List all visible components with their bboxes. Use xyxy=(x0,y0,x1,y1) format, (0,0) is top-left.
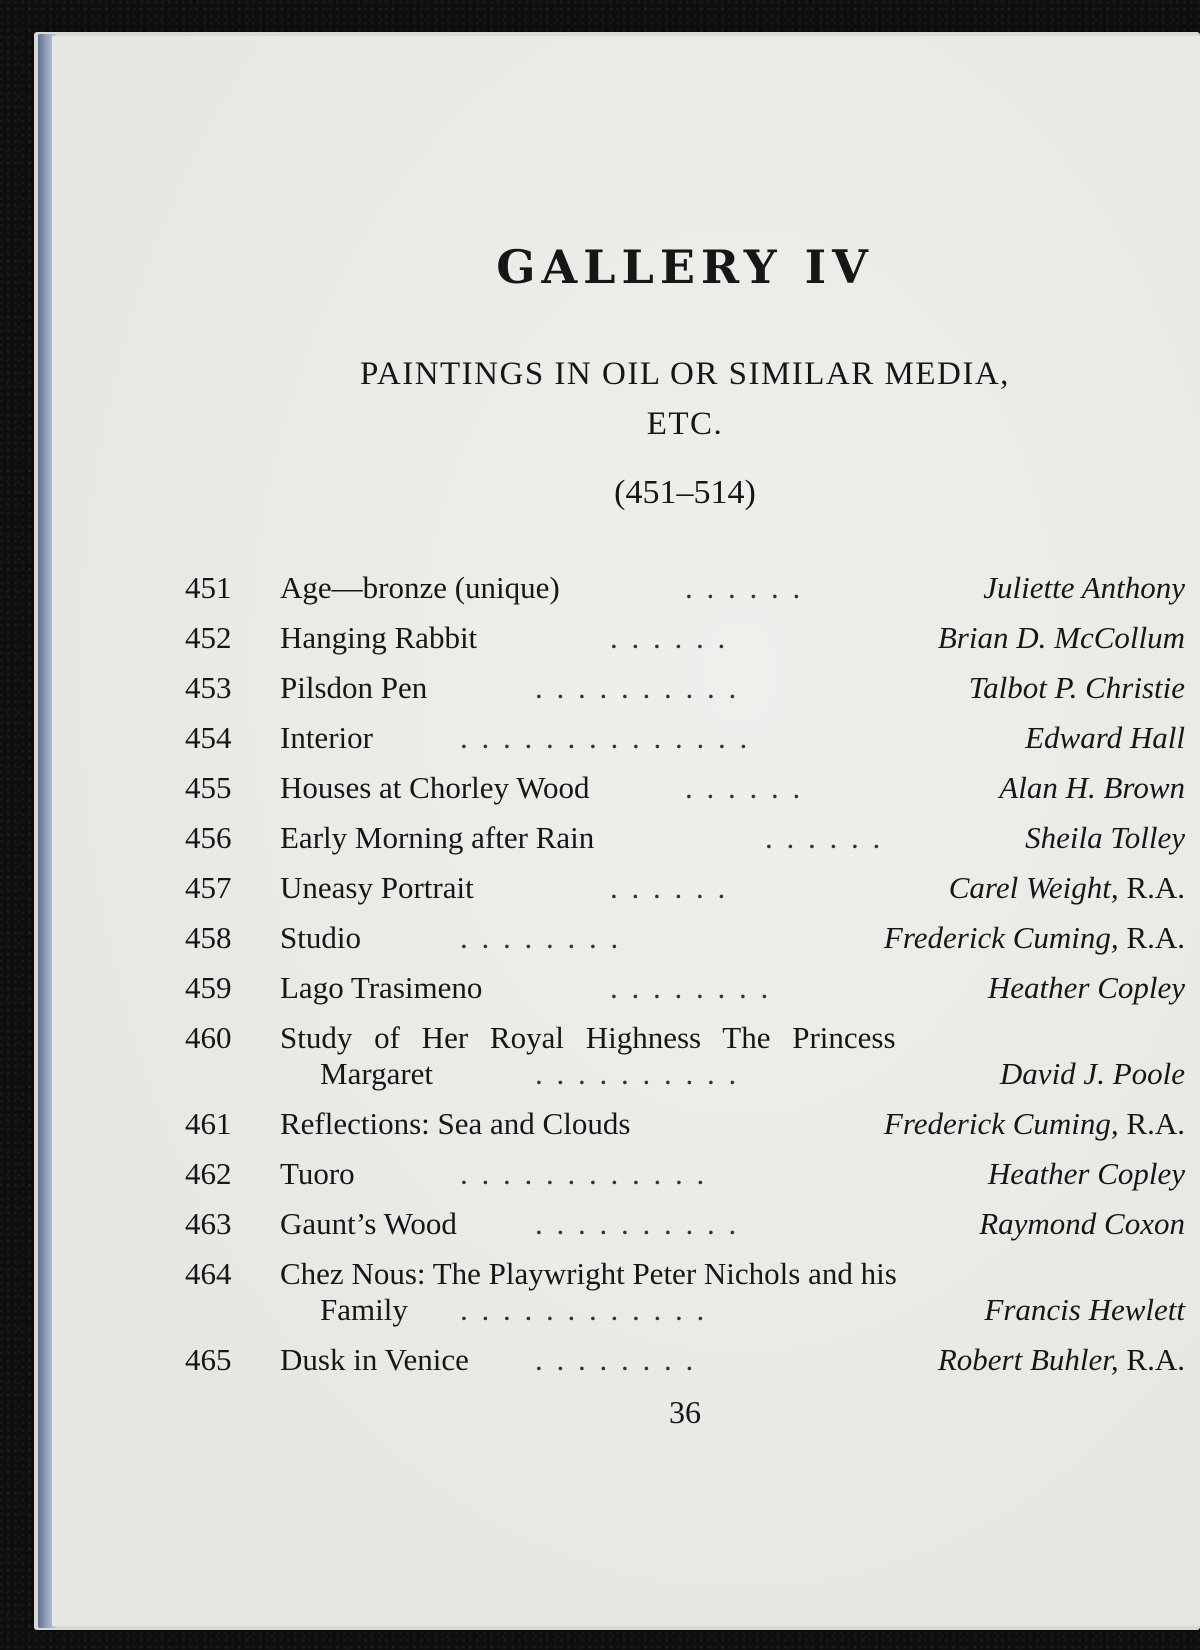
catalogue-range: (451–514) xyxy=(614,474,756,511)
entry-artist: Raymond Coxon xyxy=(979,1206,1185,1241)
entry-artist: Talbot P. Christie xyxy=(968,670,1185,705)
entry-number: 455 xyxy=(185,770,232,805)
entry-artist: David J. Poole xyxy=(999,1056,1185,1091)
section-subtitle-line1: PAINTINGS IN OIL OR SIMILAR MEDIA, xyxy=(360,356,1010,392)
section-subtitle-line2: ETC. xyxy=(646,406,724,442)
entry-artist: Brian D. McCollum xyxy=(937,620,1185,655)
catalogue-entry xyxy=(0,920,1200,970)
entry-number: 453 xyxy=(185,670,232,705)
entry-title: Dusk in Venice xyxy=(280,1342,469,1377)
entry-title: Pilsdon Pen xyxy=(280,670,428,705)
entry-title: Age—bronze (unique) xyxy=(280,570,560,605)
catalogue-entry xyxy=(0,820,1200,870)
entry-title: Hanging Rabbit xyxy=(280,620,478,655)
leader-dots: . . . . . . . . . . xyxy=(535,1056,740,1091)
entry-title-continued: Margaret xyxy=(320,1056,434,1091)
catalogue-entry xyxy=(0,1106,1200,1156)
entry-title: Gaunt’s Wood xyxy=(280,1206,457,1241)
entry-title: Studio xyxy=(280,920,361,955)
catalogue-entry xyxy=(0,720,1200,770)
catalogue-entry xyxy=(0,1256,1200,1342)
catalogue-entry xyxy=(0,570,1200,620)
entry-title: Reflections: Sea and Clouds xyxy=(280,1106,631,1141)
leader-dots: . . . . . . xyxy=(610,620,729,655)
gallery-title: GALLERY IV xyxy=(496,240,874,294)
entry-number: 454 xyxy=(185,720,232,755)
catalogue-entry xyxy=(0,1206,1200,1256)
catalogue-entry xyxy=(0,870,1200,920)
entry-number: 457 xyxy=(185,870,232,905)
leader-dots: . . . . . . . . xyxy=(610,970,772,1005)
catalogue-entry xyxy=(0,1020,1200,1106)
entry-title: Tuoro xyxy=(280,1156,355,1191)
entry-artist: Alan H. Brown xyxy=(999,770,1185,805)
entry-title: Chez Nous: The Playwright Peter Nichols and his xyxy=(280,1256,897,1291)
entry-number: 451 xyxy=(185,570,232,605)
catalogue-entry xyxy=(0,670,1200,720)
leader-dots: . . . . . . . . . . . . xyxy=(460,1292,708,1327)
leader-dots: . . . . . . xyxy=(685,570,804,605)
leader-dots: . . . . . . . . . . . . xyxy=(460,1156,708,1191)
catalogue-entry xyxy=(0,970,1200,1020)
leader-dots: . . . . . . xyxy=(685,770,804,805)
leader-dots: . . . . . . . . . . xyxy=(535,1206,740,1241)
entry-artist: Frederick Cuming, R.A. xyxy=(883,920,1185,955)
entry-title: Lago Trasimeno xyxy=(280,970,483,1005)
entry-title: Houses at Chorley Wood xyxy=(280,770,590,805)
catalogue-entry xyxy=(0,1342,1200,1392)
entry-artist: Carel Weight, R.A. xyxy=(948,870,1185,905)
leader-dots: . . . . . . . . xyxy=(535,1342,697,1377)
entry-number: 465 xyxy=(185,1342,232,1377)
entry-artist: Robert Buhler, R.A. xyxy=(937,1342,1185,1377)
catalogue-entry xyxy=(0,620,1200,670)
entry-title: Early Morning after Rain xyxy=(280,820,595,855)
entry-number: 458 xyxy=(185,920,232,955)
leader-dots: . . . . . . . . . . . . . . xyxy=(460,720,751,755)
entry-artist: Juliette Anthony xyxy=(983,570,1185,605)
leader-dots: . . . . . . . . xyxy=(460,920,622,955)
entry-artist: Heather Copley xyxy=(987,1156,1185,1191)
entry-number: 459 xyxy=(185,970,232,1005)
entry-artist: Edward Hall xyxy=(1025,720,1185,755)
entry-title-continued: Family xyxy=(320,1292,408,1327)
entry-title: Interior xyxy=(280,720,373,755)
entry-artist: Francis Hewlett xyxy=(984,1292,1185,1327)
entry-number: 452 xyxy=(185,620,232,655)
page-number: 36 xyxy=(669,1394,701,1430)
leader-dots: . . . . . . . . . . xyxy=(535,670,740,705)
entry-number: 462 xyxy=(185,1156,232,1191)
entry-number: 456 xyxy=(185,820,232,855)
entry-title: Study of Her Royal Highness The Princess xyxy=(280,1020,896,1055)
entry-title: Uneasy Portrait xyxy=(280,870,474,905)
entry-number: 463 xyxy=(185,1206,232,1241)
leader-dots: . . . . . . xyxy=(610,870,729,905)
entry-number: 464 xyxy=(185,1256,232,1291)
entry-artist: Frederick Cuming, R.A. xyxy=(883,1106,1185,1141)
leader-dots: . . . . . . xyxy=(765,820,884,855)
entry-number: 461 xyxy=(185,1106,232,1141)
catalogue-entry xyxy=(0,770,1200,820)
entry-artist: Sheila Tolley xyxy=(1025,820,1185,855)
entry-number: 460 xyxy=(185,1020,232,1055)
catalogue-entry xyxy=(0,1156,1200,1206)
entry-artist: Heather Copley xyxy=(987,970,1185,1005)
